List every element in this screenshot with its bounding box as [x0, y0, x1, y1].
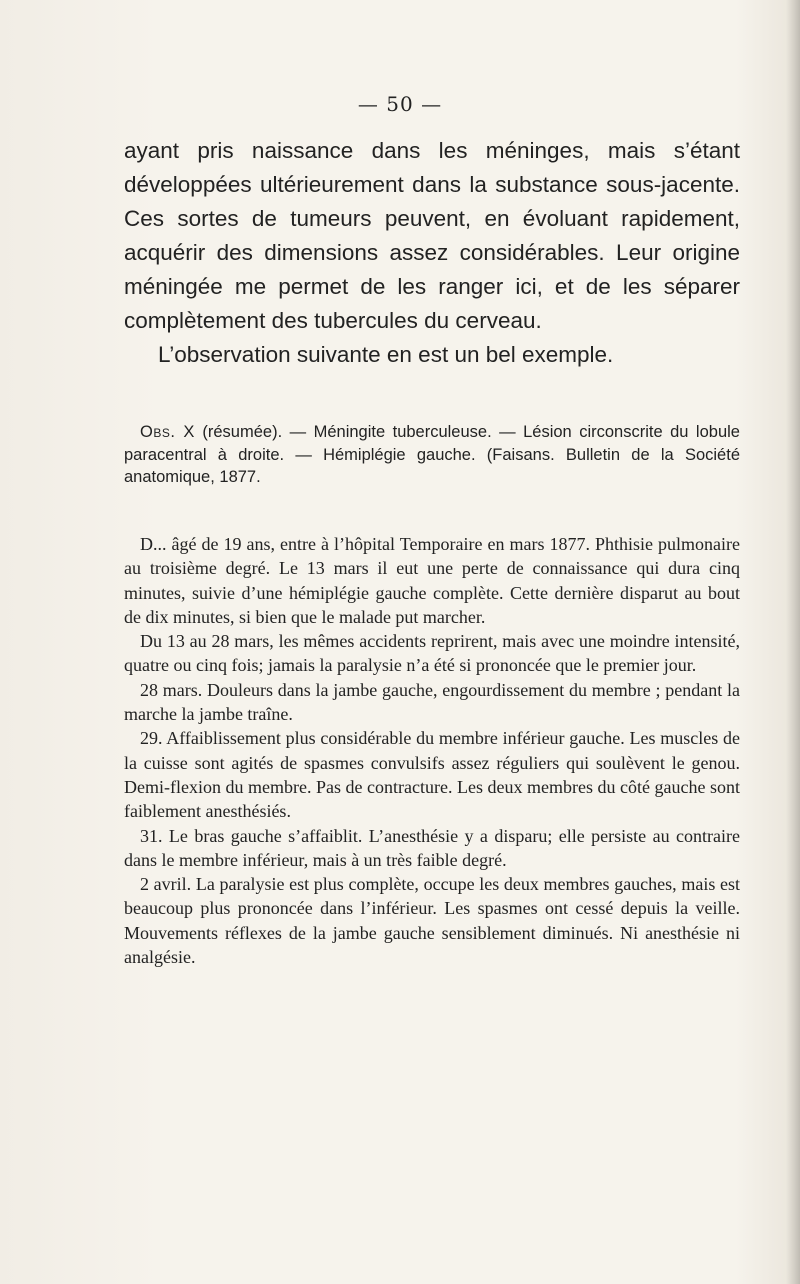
- intro-text: [124, 134, 740, 372]
- case-paragraph: 2 avril. La paralysie est plus complète, occupe les deux membres gauches, mais est beaucoup plus prononcée dans l’inférieur. Les spasmes ont cessé depuis la veille. Mouvements réflexes de la jambe gauche sensiblement diminués. Ni anesthésie ni analgésie.: [124, 874, 740, 968]
- page-number: — 50 —: [357, 92, 443, 116]
- intro-paragraph-1: ayant pris naissance dans les méninges, mais s’étant développées ultérieurement dans la substance sous-jacente. Ces sortes de tumeurs peuvent, en évoluant rapidement, acquérir des dimensions assez considérables. Leur origine méningée me permet de les ranger ici, et de les séparer complètement des tubercules du cerveau.: [124, 138, 740, 333]
- case-paragraph: 29. Affaiblissement plus considérable du membre inférieur gauche. Les muscles de la cuisse sont agités de spasmes convulsifs assez réguliers qui soulèvent le genou. Demi-flexion du membre. Pas de contracture. Les deux membres du côté gauche sont faiblement anesthésiés.: [124, 728, 740, 822]
- observation-heading: [124, 421, 740, 489]
- case-paragraph: Du 13 au 28 mars, les mêmes accidents reprirent, mais avec une moindre intensité, quatre ou cinq fois; jamais la paralysie n’a été si prononcée que le premier jour.: [124, 631, 740, 676]
- observation-title: [124, 421, 740, 489]
- case-report: [124, 532, 740, 969]
- case-paragraph: 31. Le bras gauche s’affaiblit. L’anesthésie y a disparu; elle persiste au contraire dans le membre inférieur, mais à un très faible degré.: [124, 825, 740, 870]
- observation-title-text: (résumée). — Méningite tuberculeuse. — Lésion circonscrite du lobule paracentral à droite. — Hémiplégie gauche. (Faisans. Bulletin de la Société anatomique, 1877.: [124, 423, 740, 486]
- page-edge-shadow: [786, 0, 800, 1284]
- case-paragraph: 28 mars. Douleurs dans la jambe gauche, engourdissement du membre ; pendant la marche la jambe traîne.: [124, 679, 740, 725]
- case-paragraph: D... âgé de 19 ans, entre à l’hôpital Temporaire en mars 1877. Phthisie pulmonaire au troisième degré. Le 13 mars il eut une perte de connaissance qui dura cinq minutes, suivie d’une hémiplégie gauche complète. Cette dernière disparut au bout de dix minutes, si bien que le malade put marcher.: [124, 534, 740, 627]
- observation-label: Obs. X: [140, 423, 195, 441]
- intro-paragraph-2: L’observation suivante en est un bel exemple.: [158, 342, 614, 367]
